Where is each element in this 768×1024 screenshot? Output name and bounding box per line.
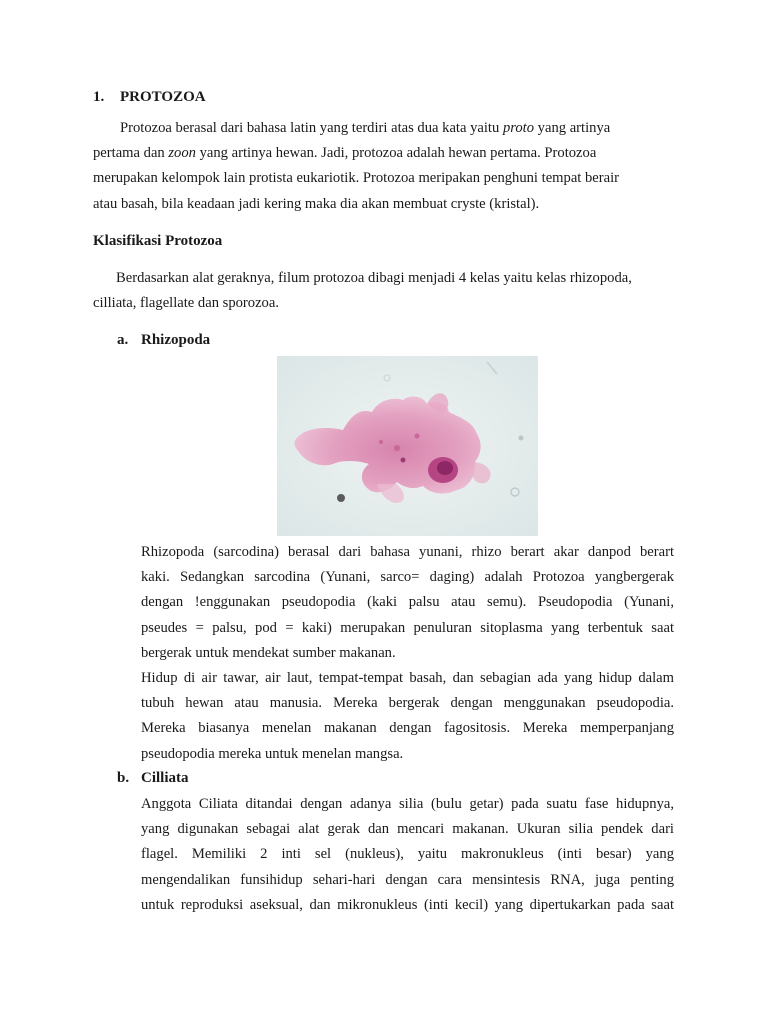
subsection-letter: a. bbox=[117, 332, 129, 348]
text-line: yang digunakan sebagai alat gerak dan mencari makanan. Ukuran silia pendek dari bbox=[141, 821, 674, 838]
intro-paragraph bbox=[93, 116, 653, 217]
subsection-heading-cilliata bbox=[117, 768, 189, 788]
text-line: flagel. Memiliki 2 inti sel (nukleus), yaitu makronukleus (inti besar) yang bbox=[141, 846, 674, 863]
text-line: pseudopodia mereka untuk menelan mangsa. bbox=[141, 745, 404, 762]
rhizopoda-micrograph bbox=[277, 356, 538, 536]
classification-heading: Klasifikasi Protozoa bbox=[93, 233, 223, 249]
text-line: Anggota Ciliata ditandai dengan adanya silia (bulu getar) pada suatu fase hidupnya, bbox=[141, 796, 674, 812]
text-line: dengan !enggunakan pseudopodia (kaki palsu atau semu). Pseudopodia (Yunani, bbox=[141, 594, 674, 611]
text-line: bergerak untuk mendekat sumber makanan. bbox=[141, 644, 396, 661]
text-line: Rhizopoda (sarcodina) berasal dari bahasa yunani, rhizo berart akar danpod berart bbox=[141, 544, 674, 560]
classification-line-2: cilliata, flagellate dan sporozoa. bbox=[93, 295, 279, 312]
intro-line-4: atau basah, bila keadaan jadi kering maka dia akan membuat cryste (kristal). bbox=[93, 195, 540, 212]
classification-paragraph bbox=[93, 266, 673, 316]
text-line: tubuh hewan atau manusia. Mereka bergerak dengan menggunakan pseudopodia. bbox=[141, 695, 674, 712]
text-line: mengendalikan funsihidup sehari-hari dengan cara mensintesis RNA, juga penting bbox=[141, 871, 674, 888]
subsection-letter: b. bbox=[117, 770, 130, 786]
rhizopoda-paragraph-1 bbox=[141, 540, 674, 666]
cilliata-paragraph-1 bbox=[141, 792, 674, 918]
text-line: kaki. Sedangkan sarcodina (Yunani, sarco= daging) adalah Protozoa yangbergerak bbox=[141, 569, 674, 586]
subsection-title: Rhizopoda bbox=[141, 332, 211, 348]
rhizopoda-paragraph-2 bbox=[141, 666, 674, 767]
amoeba-image bbox=[277, 356, 538, 536]
intro-line-3: merupakan kelompok lain protista eukariotik. Protozoa meripakan penghuni tempat berair bbox=[93, 170, 620, 187]
text-line: Mereka biasanya menelan makanan dengan fagositosis. Mereka memperpanjang bbox=[141, 720, 674, 737]
classification-line-1: Berdasarkan alat geraknya, filum protozoa dibagi menjadi 4 kelas yaitu kelas rhizopoda, bbox=[116, 270, 632, 286]
text-line: untuk reproduksi aseksual, dan mikronukleus (inti kecil) yang dipertukarkan pada saat bbox=[141, 896, 674, 913]
section-number: 1. bbox=[93, 89, 105, 105]
intro-line-1: Protozoa berasal dari bahasa latin yang terdiri atas dua kata yaitu proto yang artinya bbox=[120, 120, 611, 136]
subsection-title: Cilliata bbox=[141, 770, 189, 786]
text-line: pseudes = palsu, pod = kaki) merupakan penuluran sitoplasma yang terbentuk saat bbox=[141, 619, 674, 636]
text-line: Hidup di air tawar, air laut, tempat-tempat basah, dan sebagian ada yang hidup dalam bbox=[141, 670, 674, 686]
intro-line-2: pertama dan zoon yang artinya hewan. Jadi, protozoa adalah hewan pertama. Protozoa bbox=[93, 145, 597, 162]
section-title: PROTOZOA bbox=[120, 89, 206, 105]
subsection-heading-rhizopoda bbox=[117, 330, 210, 350]
section-heading-protozoa bbox=[93, 87, 206, 107]
